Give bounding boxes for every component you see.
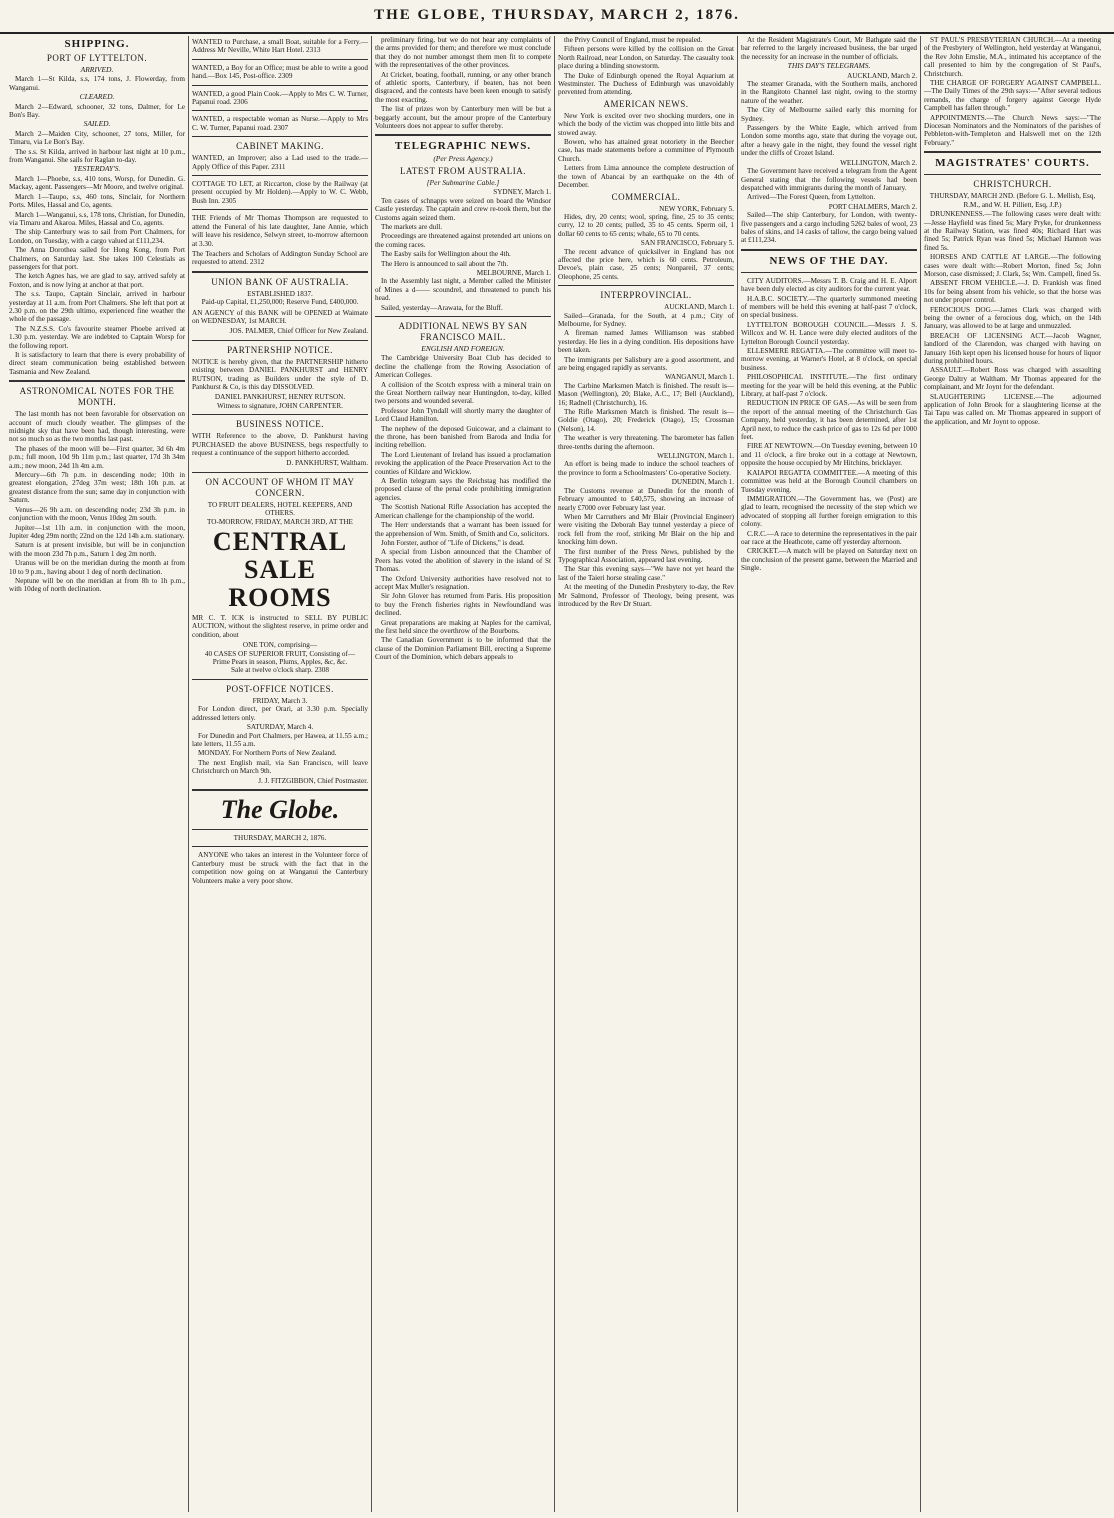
partnership-signatures: DANIEL PANKHURST, HENRY RUTSON. xyxy=(214,393,346,402)
paragraph: Passengers by the White Eagle, which arrived from London some months ago, state that during the voyage out, after a heavy gale in the night, they found the vessel right under the cliffs of Crozet Island. xyxy=(741,124,917,158)
divider xyxy=(192,789,368,791)
dateline: WELLINGTON, March 1. xyxy=(657,452,734,461)
bank-signature: JOS. PALMER, Chief Officer for New Zealand. xyxy=(229,327,368,336)
partnership-heading: PARTNERSHIP NOTICE. xyxy=(227,344,333,355)
paragraph: The Easby sails for Wellington about the 4th. xyxy=(381,250,511,259)
column-1 xyxy=(6,36,189,1512)
funeral-notice: THE Friends of Mr Thomas Thompson are requested to attend the Funeral of his late daughter, Jane Annie, which will leave his residence, Selwyn street, to-morrow afternoon at 3.30. xyxy=(192,214,368,248)
paragraph: LYTTELTON BOROUGH COUNCIL.—Messrs J. S. Willcox and W. H. Lance were duly elected auditors of the Lyttelton Borough Council yesterday. xyxy=(741,320,917,346)
paragraph: The phases of the moon will be—First quarter, 3d 6h 4m p.m.; full moon, 10d 9h 11m p.m.; last quarter, 17d 3h 34m a.m.; new moon, 24d 1h 4m a.m. xyxy=(9,444,185,470)
sailed-label: SAILED. xyxy=(83,119,111,129)
shipping-heading: SHIPPING. xyxy=(64,38,130,50)
paragraph: CRICKET.—A match will be played on Saturday next on the conclusion of the present game, between the Married and Single. xyxy=(741,547,917,573)
paragraph: Jupiter—1st 11h a.m. in conjunction with the moon, Jupiter 4deg 29m north; 22nd on the 12d 14h a.m. stationary. xyxy=(9,523,185,540)
paragraph: The first number of the Press News, published by the Typographical Association, appeared last evening. xyxy=(558,547,734,564)
paragraph: The Canadian Government is to be informed that the clause of the Dominion Parliament Bill, erecting a Supreme Court of the Dominion, which debars appeals to xyxy=(375,636,551,662)
paragraph: The Customs revenue at Dunedin for the month of February amounted to £40,575, showing an increase of nearly £7000 over February last year. xyxy=(558,486,734,512)
paragraph: The recent advance of quicksilver in England has not affected the price here, which is 60 cents. Petroleum, Devoe's, plain case, 25 cents; Nonpareil, 37 cents; Oleophone, 25 cents. xyxy=(558,247,734,281)
paragraph: New York is excited over two shocking murders, one in which the body of the victim was chopped into little bits and stowed away. xyxy=(558,111,734,137)
sale-audience: TO FRUIT DEALERS, HOTEL KEEPERS, AND OTHERS. xyxy=(207,500,353,518)
paragraph: Sailed—The ship Canterbury, for London, with twenty-five passengers and a cargo including 5262 bales of wool, 23 bales of skins, and 14 casks of tallow, the cargo being valued at £111,234. xyxy=(741,211,917,245)
sale-line: Prime Pears in season, Plums, Apples, &c, &c. xyxy=(212,658,348,667)
paragraph: KAIAPOI REGATTA COMMITTEE.—A meeting of this committee was held at the Borough Council chambers on Tuesday evening. xyxy=(741,468,917,494)
business-signature: D. PANKHURST, Waltham. xyxy=(286,459,368,468)
masthead: THE GLOBE, THURSDAY, MARCH 2, 1876. xyxy=(0,0,1114,34)
partnership-witness: Witness to signature, JOHN CARPENTER. xyxy=(217,401,343,410)
paragraph: The Scottish National Rifle Association has accepted the American challenge for the championship of the world. xyxy=(375,503,551,520)
post-notice: MONDAY. For Northern Ports of New Zealand. xyxy=(198,749,337,758)
paragraph: The ketch Agnes has, we are glad to say, arrived safely at Foxton, and is now lying at anchor at that port. xyxy=(9,272,185,289)
sale-line: ONE TON, comprising— xyxy=(242,641,318,650)
dateline: DUNEDIN, March 1. xyxy=(671,478,734,487)
divider xyxy=(9,380,185,382)
paragraph: FIRE AT NEWTOWN.—On Tuesday evening, between 10 and 11 o'clock, a fire broke out in a cottage at Newtown, opposite the house occupied by Mr Hitchins, bricklayer. xyxy=(741,442,917,468)
paragraph: The Hero is announced to sail about the 7th. xyxy=(381,259,509,268)
post-office-heading: POST-OFFICE NOTICES. xyxy=(226,683,334,694)
paragraph: A fireman named James Williamson was stabbed yesterday. He lies in a dying condition. His depositions have been taken. xyxy=(558,329,734,355)
telegraphic-heading: TELEGRAPHIC NEWS. xyxy=(394,140,532,153)
divider xyxy=(192,340,368,341)
paragraph: Professor John Tyndall will shortly marry the daughter of Lord Claud Hamilton. xyxy=(375,406,551,424)
paragraph: Sir John Glover has returned from Paris. His proposition to buy the French fisheries rights in Newfoundland was declined. xyxy=(375,592,551,618)
advertisement: WANTED, a Boy for an Office; must be able to write a good hand.—Box 145, Post-office. 2309 xyxy=(192,63,368,81)
paragraph: Bowen, who has attained great notoriety in the Beecher case, has made statements before a committee of Plymouth Church. xyxy=(558,138,734,163)
paragraph: A Berlin telegram says the Reichstag has modified the proposed clause of the penal code prohibiting immigration agencies. xyxy=(375,477,551,502)
editorial-dateline: THURSDAY, MARCH 2, 1876. xyxy=(233,833,327,842)
dateline: WANGANUI, March 1. xyxy=(664,373,734,382)
paragraph: Arrived—The Forest Queen, from Lyttelton. xyxy=(747,193,876,202)
paragraph: Neptune will be on the meridian at from 8h to 1h p.m., with 10deg of north declination. xyxy=(9,576,185,594)
divider xyxy=(924,151,1101,153)
cleared-entry: March 2—Edward, schooner, 32 tons, Dalmer, for Le Bon's Bay. xyxy=(9,102,185,120)
paragraph: In the Assembly last night, a Member called the Minister of Mines a d—— scoundrel, and threatened to punch his head. xyxy=(375,277,551,303)
paragraph: ELLESMERE REGATTA.—The committee will meet to-morrow evening, at Warner's Hotel, at 8 o'clock, on special business. xyxy=(741,347,917,372)
paragraph: PHILOSOPHICAL INSTITUTE.—The first ordinary meeting for the year will be held this evening, at the Public Library, at half-past 7 o'clock. xyxy=(741,373,917,399)
paragraph: The Rifle Marksmen Match is finished. The result is—Goldie (Otago), 20; Frederick (Otago), 15; Crossman (Nelson), 14. xyxy=(558,408,734,433)
divider xyxy=(375,134,551,136)
paragraph: The Anna Dorothea sailed for Hong Kong, from Port Chalmers, on Saturday last. She takes 100 Celestials as passengers for that port. xyxy=(9,246,185,271)
paragraph: The markets are dull. xyxy=(381,222,443,231)
business-notice: WITH Reference to the above, D. Pankhurst having PURCHASED the above BUSINESS, begs respectfully to request a continuance of the support hitherto accorded. xyxy=(192,432,368,457)
paragraph: Sailed, yesterday—Arawata, for the Bluff. xyxy=(381,303,503,312)
column-5 xyxy=(738,36,921,1512)
paragraph: Sailed—Granada, for the South, at 4 p.m.; City of Melbourne, for Sydney. xyxy=(558,311,734,328)
divider xyxy=(375,316,551,317)
additional-news-heading: ADDITIONAL NEWS BY SAN FRANCISCO MAIL. xyxy=(398,320,528,342)
arrived-label: ARRIVED. xyxy=(80,65,114,74)
dateline: PORT CHALMERS, March 2. xyxy=(828,202,917,211)
post-day: FRIDAY, March 3. xyxy=(252,696,308,705)
advertisement: WANTED, a good Plain Cook.—Apply to Mrs C. W. Turner, Papanui road. 2306 xyxy=(192,89,368,107)
column-6 xyxy=(921,36,1104,1512)
astronomical-heading: ASTRONOMICAL NOTES FOR THE MONTH. xyxy=(19,386,175,408)
court-date: THURSDAY, MARCH 2ND. (Before G. L. Mellish, Esq, R.M., and W. H. Pilliett, Esq, J.P.) xyxy=(929,192,1096,209)
commercial-heading: COMMERCIAL. xyxy=(611,191,681,202)
advertisement: WANTED to Purchase, a small Boat, suitable for a Ferry.—Address Mr Neville, White Hart Hotel. 2313 xyxy=(192,38,368,55)
paragraph: The ship Canterbury was to sail from Port Chalmers, for London, on Tuesday, with a cargo valued at £111,234. xyxy=(9,228,185,245)
english-foreign-heading: ENGLISH AND FOREIGN. xyxy=(421,343,505,353)
paragraph: DRUNKENNESS.—The following cases were dealt with:—Jesse Hayfield was fined 5s; Mary Pryke, for drunkenness at the Railway Station, was fined 40s; Richard Hart was fined 5s; Patrick Ryan was fined 5s; Michael Hannon was fined 5s. xyxy=(924,210,1101,252)
paragraph: The weather is very threatening. The barometer has fallen three-tenths during the afternoon. xyxy=(558,434,734,451)
paragraph: APPOINTMENTS.—The Church News says:—"The Diocesan Nominators and the Nominators of the parishes of Pebbleton-with-Templeton and Halswell met on the 12th February." xyxy=(924,113,1101,147)
account-heading: ON ACCOUNT OF WHOM IT MAY CONCERN. xyxy=(205,476,355,498)
divider xyxy=(192,175,368,176)
paragraph: Proceedings are threatened against pretended art unions on the coming races. xyxy=(375,232,551,249)
post-notice: The next English mail, via San Francisco, will leave Christchurch on March 9th. xyxy=(192,758,368,776)
column-2 xyxy=(189,36,372,1512)
paragraph: The Carbine Marksmen Match is finished. The result is—Mason (Wellington), 20; Blake, A.C., 17; Bell (Auckland), 16; Radnell (Christchurch), 16. xyxy=(558,381,734,407)
dateline: AUCKLAND, March 2. xyxy=(847,71,917,80)
paragraph: The Government have received a telegram from the Agent General stating that the following vessels had been despatched with immigrants during the month of January. xyxy=(741,167,917,192)
paragraph: The s.s. Taupo, Captain Sinclair, arrived in harbour yesterday at 11 a.m. from Port Chalmers. She left that port at 2.30 p.m. on the 29th ultimo, experienced fine weather the whole of the passage. xyxy=(9,290,185,324)
advertisement: WANTED, an Improver; also a Lad used to the trade.—Apply Office of this Paper. 2311 xyxy=(192,154,368,171)
christchurch-heading: CHRISTCHURCH. xyxy=(973,179,1052,190)
paragraph: SLAUGHTERING LICENSE.—The adjourned application of John Brook for a slaughtering license at the Tai Tapu was called on. Mr Thomas appeared in support of the application, and Mr Joynt to oppose. xyxy=(924,392,1101,426)
paragraph: Mercury—6th 7h p.m. in descending node; 10th in greatest elongation, 27deg 37m west; 18th 10h p.m. at greatest distance from the sun; same day in conjunction with Saturn. xyxy=(9,471,185,505)
paragraph: The nephew of the deposed Guicowar, and a claimant to the throne, has been banished from Baroda and India for inciting rebellion. xyxy=(375,424,551,450)
paragraph: The s.s. St Kilda, arrived in harbour last night at 10 p.m., from Wanganui. She sails for Raglan to-day. xyxy=(9,147,185,165)
dateline: MELBOURNE, March 1. xyxy=(476,268,551,277)
paragraph: The last month has not been favorable for observation on account of much cloudy weather. The glimpses of the midnight sky that have been had, though interesting, were not so much so as the two months last past. xyxy=(9,410,185,444)
bank-notice: AN AGENCY of this BANK will be OPENED at Waimate on WEDNESDAY, 1st MARCH. xyxy=(192,308,368,325)
divider xyxy=(192,414,368,415)
divider xyxy=(192,679,368,680)
telegraphic-subheading: (Per Press Agency.) xyxy=(433,154,493,164)
divider xyxy=(192,829,368,830)
yesterdays-heading: YESTERDAY'S. xyxy=(73,164,121,174)
paragraph: March 1—Taupo, s.s, 460 tons, Sinclair, for Northern Ports. Miles, Hassal and Co, agents. xyxy=(9,192,185,210)
paragraph: Saturn is at present invisible, but will be in conjunction with the moon 23d 7h p.m., Saturn 1 deg 2m north. xyxy=(9,541,185,558)
paragraph: The Cambridge University Boat Club has decided to decline the challenge from the Rowing Association of American Colleges. xyxy=(375,354,551,380)
divider xyxy=(192,271,368,273)
paragraph: At the meeting of the Dunedin Presbytery to-day, the Rev Mr Salmond, Professor of Theology, being present, was introduced by the Rev Dr Stuart. xyxy=(558,583,734,608)
arrival-entry: March 1—St Kilda, s.s, 174 tons, J. Flowerday, from Wanganui. xyxy=(9,75,185,92)
paragraph: Uranus will be on the meridian during the month at from 10 to 9 p.m., having about 1 deg of north declination. xyxy=(9,559,185,576)
australia-heading: LATEST FROM AUSTRALIA. xyxy=(399,165,527,176)
paragraph: Great preparations are making at Naples for the carnival, the first held since the overthrow of the Bourbons. xyxy=(375,618,551,635)
paragraph: CITY AUDITORS.—Messrs T. B. Craig and H. E. Alport have been duly elected as city auditors for the current year. xyxy=(741,276,917,294)
sailed-entry: March 2—Maiden City, schooner, 27 tons, Miller, for Timaru, via Le Bon's Bay. xyxy=(9,129,185,147)
paragraph: ASSAULT.—Robert Ross was charged with assaulting George Daltry at Waltham. Mr Thomas appeared for the complainant, and Mr Joynt for the defendant. xyxy=(924,366,1101,392)
paragraph: ABSENT FROM VEHICLE.—J. D. Frankish was fined 10s for being absent from his vehicle, so that the horse was not under proper control. xyxy=(924,279,1101,305)
bank-capital: Paid-up Capital, £1,250,000; Reserve Fund, £400,000. xyxy=(201,298,359,307)
divider xyxy=(192,209,368,210)
paragraph: The Duke of Edinburgh opened the Royal Aquarium at Westminster. The Duchess of Edinburgh was unavoidably prevented from attending. xyxy=(558,71,734,97)
divider xyxy=(192,472,368,473)
paragraph: Fifteen persons were killed by the collision on the Great North Railroad, near London, on Saturday. The casualty took place during a blinding snowstorm. xyxy=(558,45,734,71)
paragraph: IMMIGRATION.—The Government has, we (Post) are glad to learn, recognised the necessity of the step which we advocated of stopping all further foreign emigration to this colony. xyxy=(741,494,917,529)
paragraph: When Mr Carruthers and Mr Blair (Provincial Engineer) were visiting the Deborah Bay tunnel yesterday a piece of rock fell from the roof, striking Mr Blair on the hip and knocking him down. xyxy=(558,512,734,547)
paragraph: John Forster, author of "Life of Dickens," is dead. xyxy=(381,538,525,547)
business-heading: BUSINESS NOTICE. xyxy=(235,419,324,430)
sale-line: 40 CASES OF SUPERIOR FRUIT, Consisting of— xyxy=(204,649,356,658)
cleared-label: CLEARED. xyxy=(79,92,115,102)
paragraph: March 1—Wanganui, s.s, 178 tons, Christian, for Dunedin, via Timaru and Akaroa. Miles, Hassal and Co, agents. xyxy=(9,210,185,227)
dateline: SYDNEY, March 1. xyxy=(493,188,551,197)
dateline: SAN FRANCISCO, February 5. xyxy=(640,239,734,248)
paragraph: REDUCTION IN PRICE OF GAS.—As will be seen from the report of the annual meeting of the Christchurch Gas Company, held yesterday, it has been determined, after 1st April next, to reduce the cash price of gas to 12s 6d per 1000 feet. xyxy=(741,399,917,442)
funeral-notice: The Teachers and Scholars of Addington Sunday School are requested to attend. 2312 xyxy=(192,249,368,267)
paragraph: FEROCIOUS DOG.—James Clark was charged with being the owner of a ferocious dog, which, on the 14th January, was allowed to be at large and unmuzzled. xyxy=(924,305,1101,331)
advertisement: COTTAGE TO LET, at Riccarton, close by the Railway (at present occupied by Mr Holden).—Apply to W. C. Webb, Bush Inn. 2305 xyxy=(192,180,368,205)
paragraph: Ten cases of schnapps were seized on board the Windsor Castle yesterday. The captain and crew re-took them, but the Customs again seized them. xyxy=(375,196,551,222)
paragraph: March 1—Phoebe, s.s, 410 tons, Worsp, for Dunedin. G. Mackay, agent. Passengers—Mr Moore, and twelve original. xyxy=(9,174,185,192)
column-4 xyxy=(555,36,738,1512)
paragraph: A special from Lisbon announced that the Chamber of Peers has voted the abolition of slavery in the island of St Thomas. xyxy=(375,548,551,574)
magistrates-courts-heading: MAGISTRATES' COURTS. xyxy=(935,157,1090,170)
paragraph: the Privy Council of England, must be repealed. xyxy=(564,36,703,44)
cabinet-heading: CABINET MAKING. xyxy=(236,141,324,152)
paragraph: The steamer Granada, with the Southern mails, anchored in the Rangitoto Channel last night, owing to the stormy nature of the weather. xyxy=(741,80,917,105)
divider xyxy=(741,249,917,251)
divider xyxy=(192,846,368,847)
post-day: SATURDAY, March 4. xyxy=(246,723,314,732)
paragraph: A collision of the Scotch express with a mineral train on the Great Northern railway near Huntingdon, to-day, killed two persons and wounded several. xyxy=(375,380,551,406)
editorial-paragraph: ANYONE who takes an interest in the Volunteer force of Canterbury must be struck with the fact that in the competition now going on at Wanganui the Canterbury Volunteers make a very poor show. xyxy=(192,851,368,885)
paragraph: An effort is being made to induce the school teachers of the province to form a Schoolmasters' Co-operative Society. xyxy=(558,460,734,477)
paragraph: The immigrants per Salisbury are a good assortment, and are being engaged rapidly as servants. xyxy=(558,355,734,372)
paragraph: The Lord Lieutenant of Ireland has issued a proclamation revoking the application of the Peace Preservation Act to the counties of Kildare and Wicklow. xyxy=(375,450,551,476)
dateline: WELLINGTON, March 2. xyxy=(840,158,917,167)
post-notice: For Dunedin and Port Chalmers, per Hawea, at 11.55 a.m.; late letters, 11.55 a.m. xyxy=(192,731,368,748)
sale-line: Sale at twelve o'clock sharp. 2308 xyxy=(231,666,329,675)
paragraph: At the Resident Magistrate's Court, Mr Bathgate said the bar referred to the largely increased business, the bar urged the necessity for an increase in the number of officials. xyxy=(741,36,917,61)
editorial-paragraph: At Cricket, boating, football, running, or any other branch of athletic sports, Canterbury, if beaten, has not been disgraced, and the contests have been keen enough to satisfy the most exacting. xyxy=(375,70,551,104)
paragraph: The City of Melbourne sailed early this morning for Sydney. xyxy=(741,106,917,123)
post-notice: For London direct, per Orari, at 3.30 p.m. Specially addressed letters only. xyxy=(192,705,368,722)
paragraph: It is satisfactory to learn that there is every probability of direct steam communication being established between Tasmania and New Zealand. xyxy=(9,351,185,376)
sale-date: TO-MORROW, FRIDAY, MARCH 3RD, AT THE xyxy=(207,517,353,526)
paragraph: The N.Z.S.S. Co's favourite steamer Phoebe arrived at 1.30 p.m. yesterday. We are indebted to Captain Worsp for the following report. xyxy=(9,324,185,350)
divider xyxy=(558,285,734,286)
paragraph: The Herr understands that a warrant has been issued for the apprehension of Wm. Smith, of Smith and Co, solicitors. xyxy=(375,521,551,538)
paragraph: THE CHARGE OF FORGERY AGAINST CAMPBELL.—The Daily Times of the 29th says:—"After several tedious remands, the charge of forgery against George Hyde Campbell has fallen through." xyxy=(924,79,1101,113)
dateline: AUCKLAND, March 1. xyxy=(664,303,734,312)
advertisement: WANTED, a respectable woman as Nurse.—Apply to Mrs C. W. Turner, Papanui road. 2307 xyxy=(192,115,368,132)
american-news-heading: AMERICAN NEWS. xyxy=(603,98,689,109)
paragraph: Venus—26 9h a.m. on descending node; 23d 3h p.m. in conjunction with the moon, Venus 10deg 2m south. xyxy=(9,505,185,523)
globe-logo: The Globe. xyxy=(220,794,340,824)
postmaster-signature: J. J. FITZGIBBON, Chief Postmaster. xyxy=(258,776,368,785)
interprovincial-heading: INTERPROVINCIAL. xyxy=(600,290,692,301)
paragraph: The Oxford University authorities have resolved not to accept Max Muller's resignation. xyxy=(375,574,551,591)
bank-established: ESTABLISHED 1837. xyxy=(247,289,313,298)
dateline: NEW YORK, February 5. xyxy=(659,204,734,213)
paragraph: BREACH OF LICENSING ACT.—Jacob Wagner, landlord of the Clarendon, was charged with having on January 16th kept open his licensed house for hours of liquor during prohibited hours. xyxy=(924,331,1101,365)
paragraph: The Star this evening says—"We have not yet heard the last of the Taieri horse stealing case." xyxy=(558,565,734,582)
divider xyxy=(924,174,1101,175)
paragraph: HORSES AND CATTLE AT LARGE.—The following cases were dealt with:—Robert Morton, fined 5s; John Morson, case dismissed; J. Clark, 5s; Wm. Campell, fined 5s. xyxy=(924,253,1101,278)
australia-subheading: [Per Submarine Cable.] xyxy=(426,177,500,187)
paragraph: C.R.C.—A race to determine the representatives in the pair oar race at the Heathcote, came off yesterday afternoon. xyxy=(741,529,917,546)
partnership-notice: NOTICE is hereby given, that the PARTNERSHIP hitherto existing between DANIEL PANKHURST and HENRY RUTSON, trading as Builders under the style of D. Pankhurst & Co, is this day DISSOLVED. xyxy=(192,357,368,391)
divider xyxy=(741,272,917,273)
paragraph: Letters from Lima announce the complete destruction of the town of Abancai by an earthquake on the 4th of December. xyxy=(558,164,734,190)
sale-notice: MR C. T. ICK is instructed to SELL BY PUBLIC AUCTION, without the slightest reserve, in prime order and condition, about xyxy=(192,614,368,639)
column-3 xyxy=(372,36,555,1512)
this-days-telegrams-heading: THIS DAY'S TELEGRAMS. xyxy=(787,61,871,71)
divider xyxy=(192,136,368,137)
port-heading: PORT OF LYTTELTON. xyxy=(46,53,148,63)
editorial-paragraph: The list of prizes won by Canterbury men will be but a beggarly account, but the amour propre of the Canterbury Volunteers does not appear to suffer thereby. xyxy=(375,105,551,131)
divider xyxy=(192,85,368,86)
columns xyxy=(6,36,1108,1512)
sale-rooms-title: CENTRAL SALE ROOMS xyxy=(212,527,348,613)
bank-heading: UNION BANK OF AUSTRALIA. xyxy=(211,276,349,287)
paragraph: H.A.B.C. SOCIETY.—The quarterly summoned meeting of members will be held this evening at half-past 7 o'clock, on special business. xyxy=(741,294,917,320)
divider xyxy=(192,59,368,60)
news-of-the-day-heading: NEWS OF THE DAY. xyxy=(769,254,889,267)
paragraph: Hides, dry, 20 cents; wool, spring, fine, 25 to 35 cents; curry, 12 to 20 cents; pulled, 35 to 45 cents. Sperm oil, 1 dollar 60 cents to 65 cents; whale, 65 to 70 cents. xyxy=(558,212,734,238)
editorial-paragraph: preliminary firing, but we do not hear any complaints of the arms provided for them; and therefore we must conclude that they do not number amongst them men fit to compete with the representatives of the other provinces. xyxy=(375,36,551,70)
divider xyxy=(192,110,368,111)
paragraph: ST PAUL'S PRESBYTERIAN CHURCH.—At a meeting of the Presbytery of Wellington, held yesterday at Wanganui, the Rev John Emslie, M.A., intimated his acceptance of the call presented to him by the congregation of St Paul's, Christchurch. xyxy=(924,36,1101,78)
